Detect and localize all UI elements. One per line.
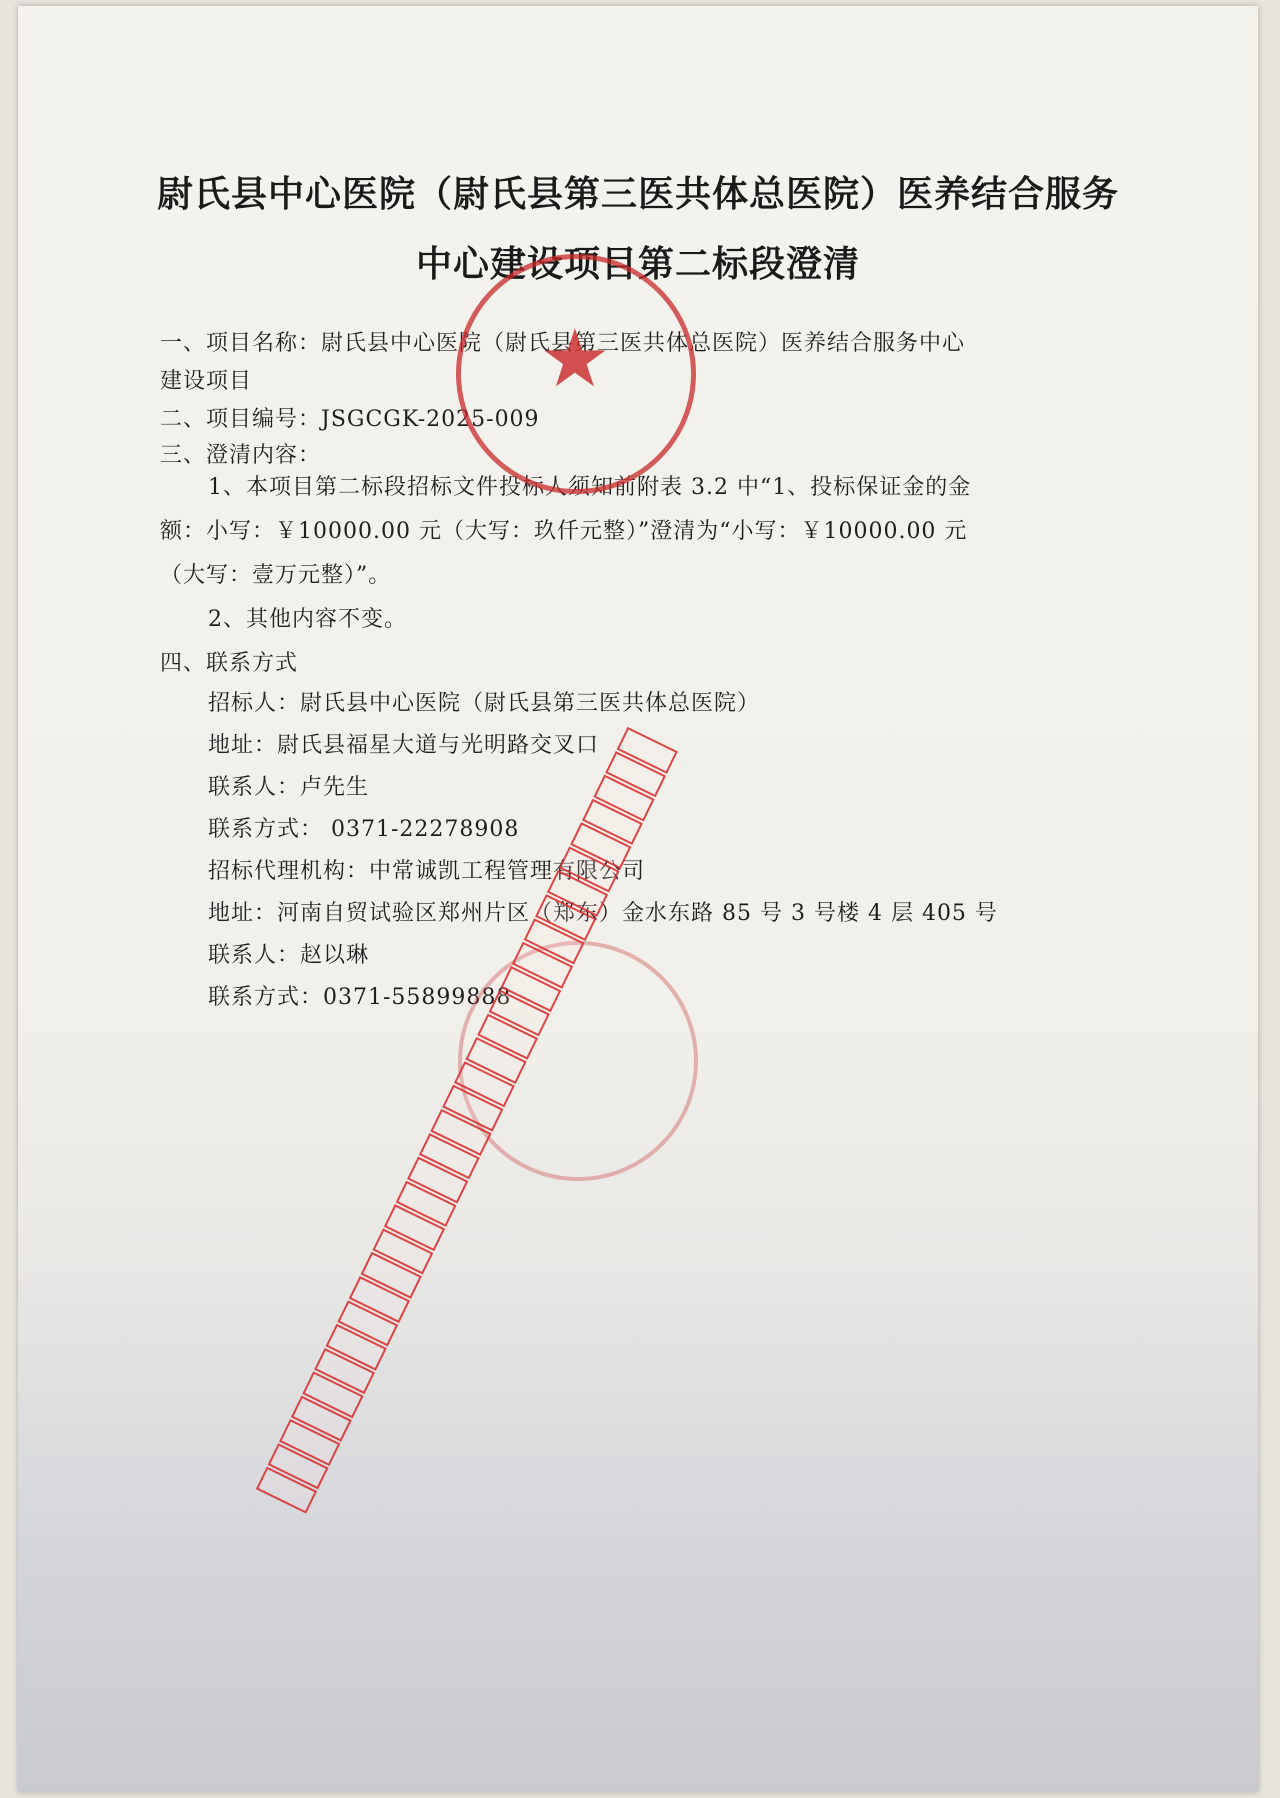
contact-line: 地址：河南自贸试验区郑州片区（郑东）金水东路 85 号 3 号楼 4 层 405 号 <box>208 901 998 926</box>
document-page <box>18 6 1258 1792</box>
contact-line: 联系人：赵以琳 <box>208 943 370 968</box>
project-number: 二、项目编号：JSGCGK-2025-009 <box>160 407 540 432</box>
seal-star-icon: ★ <box>539 312 611 405</box>
project-name-line2: 建设项目 <box>160 369 253 394</box>
contact-line: 联系人：卢先生 <box>208 775 370 800</box>
clarification-heading: 三、澄清内容： <box>160 443 322 468</box>
contact-line: 招标人：尉氏县中心医院（尉氏县第三医共体总医院） <box>208 691 761 716</box>
official-seal-stamp <box>456 254 696 494</box>
contact-heading: 四、联系方式 <box>160 651 299 676</box>
clarification-item1-line2: 额：小写：￥10000.00 元（大写：玖仟元整）”澄清为“小写：￥10000.00 元 <box>160 519 968 544</box>
contact-line: 地址：尉氏县福星大道与光明路交叉口 <box>208 733 600 758</box>
contact-line: 联系方式：0371-55899888 <box>208 985 512 1010</box>
contact-line: 招标代理机构：中常诚凯工程管理有限公司 <box>208 859 646 884</box>
clarification-item2: 2、其他内容不变。 <box>208 607 407 632</box>
project-name-line1: 一、项目名称：尉氏县中心医院（尉氏县第三医共体总医院）医养结合服务中心 <box>160 331 966 356</box>
contact-line: 联系方式： 0371-22278908 <box>208 817 520 842</box>
document-title-line2: 中心建设项目第二标段澄清 <box>415 243 860 285</box>
document-title-line1: 尉氏县中心医院（尉氏县第三医共体总医院）医养结合服务 <box>156 173 1119 215</box>
clarification-item1-line1: 1、本项目第二标段招标文件投标人须知前附表 3.2 中“1、投标保证金的金 <box>208 475 972 500</box>
clarification-item1-line3: （大写：壹万元整）”。 <box>160 563 392 588</box>
